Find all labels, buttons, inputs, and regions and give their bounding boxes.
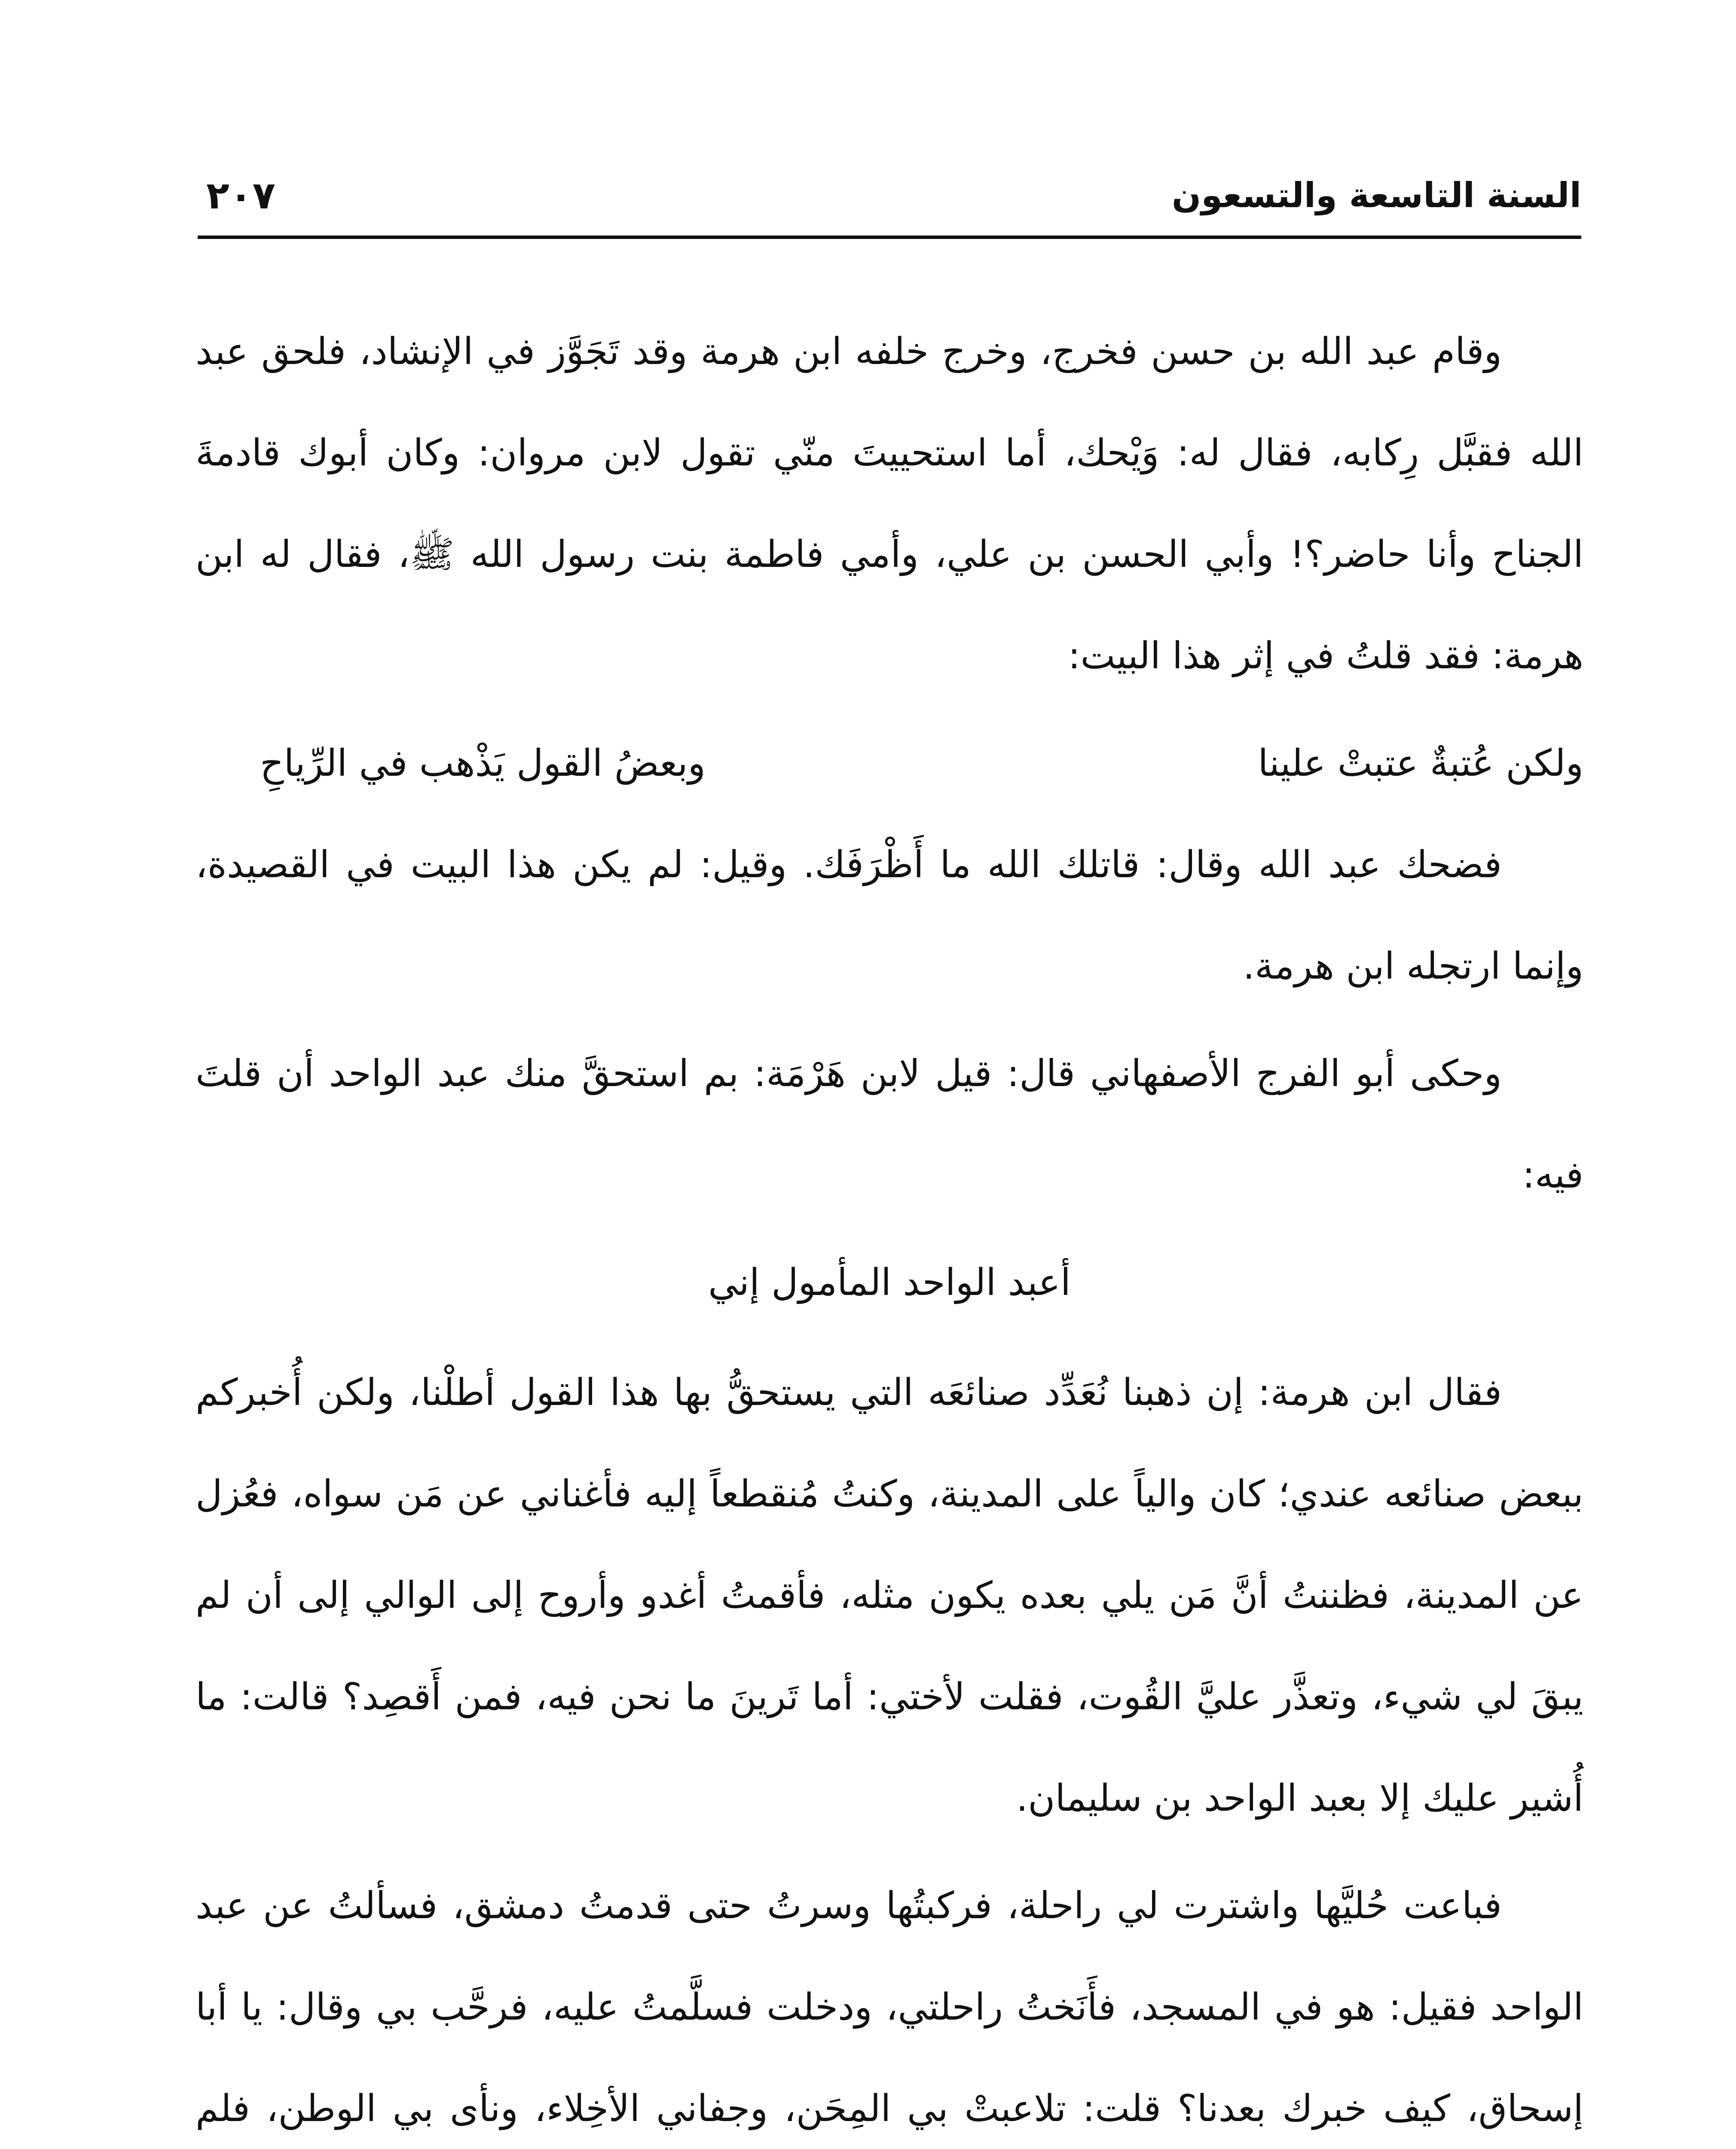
verse-1-second-hemistich: وبعضُ القول يَذْهب في الرِّياحِ bbox=[260, 742, 706, 785]
paragraph-3: وحكى أبو الفرج الأصفهاني قال: قيل لابن هَرْمَة: بم استحقَّ منك عبد الواحد أن قلتَ فيه: bbox=[196, 1052, 1583, 1197]
paragraph-4: فقال ابن هرمة: إن ذهبنا نُعَدِّد صنائعَه التي يستحقُّ بها هذا القول أطلْنا، ولكن أُخبركم ببعض صنائعه عندي؛ كان والياً على المدينة، وكنتُ مُنقطعاً إليه فأغناني عن مَن سواه، فعُزل عن المدينة، فظننتُ أنَّ مَن يلي بعده يكون مثله، فأقمتُ أغدو وأروح إلى الوالي إلى أن لم يبقَ لي شيء، وتعذَّر عليَّ القُوت، فقلت لأختي: أما تَرينَ ما نحن فيه، فمن أَقصِد؟ قالت: ما أُشير عليك إلا بعبد الواحد بن سليمان. bbox=[196, 1371, 1583, 1820]
header-title: السنة التاسعة والتسعون bbox=[1171, 175, 1581, 215]
page-number: ٢٠٧ bbox=[206, 173, 276, 217]
paragraph-2: فضحك عبد الله وقال: قاتلك الله ما أَظْرَفَك. وقيل: لم يكن هذا البيت في القصيدة، وإنما ارتجله ابن هرمة. bbox=[196, 843, 1583, 988]
page-body bbox=[196, 301, 1583, 2149]
running-header bbox=[198, 168, 1581, 228]
paragraph-1: وقام عبد الله بن حسن فخرج، وخرج خلفه ابن هرمة وقد تَجَوَّز في الإنشاد، فلحق عبد الله فقبَّل رِكابه، فقال له: وَيْحك، أما استحييتَ منّي تقول لابن مروان: وكان أبوك قادمةَ الجناح وأنا حاضر؟! وأبي الحسن بن علي، وأمي فاطمة بنت رسول الله ﷺ، فقال له ابن هرمة: فقد قلتُ في إثر هذا البيت: bbox=[196, 330, 1583, 677]
verse-1-first-hemistich: ولكن عُتبةٌ عتبتْ علينا bbox=[1258, 742, 1583, 785]
verse-line-1 bbox=[196, 713, 1583, 814]
header-rule bbox=[198, 236, 1581, 239]
verse-line-2: أعبد الواحد المأمول إني bbox=[708, 1261, 1071, 1304]
paragraph-5: فباعت حُليَّها واشترت لي راحلة، فركبتُها وسرتُ حتى قدمتُ دمشق، فسألتُ عن عبد الواحد فقيل: هو في المسجد، فأَنَختُ راحلتي، ودخلت فسلَّمتُ عليه، فرحَّب بي وقال: يا أبا إسحاق، كيف خبرك بعدنا؟ قلت: تلاعبتْ بي المِحَن، وجفاني الأخِلاء، ونأى بي الوطن، فلم bbox=[196, 1884, 1583, 2130]
